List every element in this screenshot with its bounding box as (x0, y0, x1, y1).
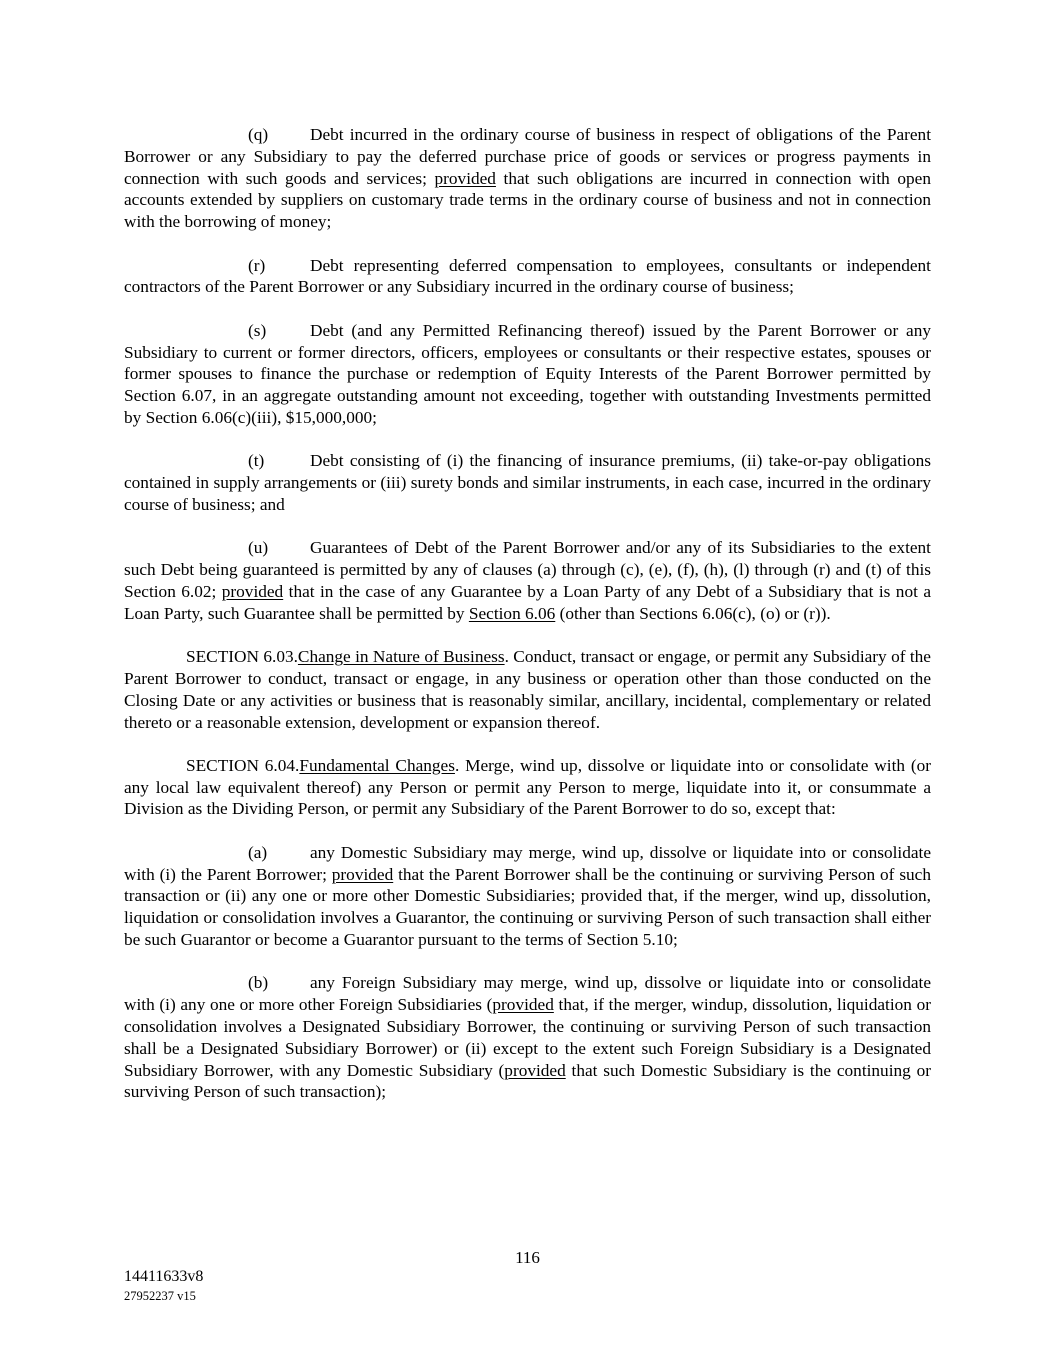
section-6-03 (124, 646, 931, 733)
clause-text: that, if the merger, windup, dissolution, liquidation or consolidation involves a Designated Subsidiary Borrower, the continuing or surviving Person of such transaction shall be a Designated Subsidiary Borrower) or (ii) except to the extent such Foreign Subsidiary is a Designated Subsidiary Borrower, with any Domestic Subsidiary ( (124, 995, 931, 1080)
section-text: . Conduct, transact or engage, or permit any Subsidiary of the Parent Borrower to conduct, transact or engage, in any business or operation other than those conducted on the Closing Date or any activities or business that is reasonably similar, ancillary, incidental, complementary or related thereto or a reasonable extension, development or expansion thereof. (124, 647, 931, 732)
clause-text: Guarantees of Debt of the Parent Borrower and/or any of its Subsidiaries to the extent such Debt being guaranteed is permitted by any of clauses (a) through (c), (e), (f), (h), (l) through (r) and (t) of this Section 6.02; (124, 538, 931, 601)
clause-r (124, 255, 931, 299)
document-id-secondary: 27952237 v15 (124, 1289, 196, 1303)
clause-text: (other than Sections 6.06(c), (o) or (r)). (555, 603, 831, 623)
clause-text: Debt incurred in the ordinary course of business in respect of obligations of the Parent Borrower or any Subsidiary to pay the deferred purchase price of goods or services or progress payments in connection with such goods and services; (124, 125, 931, 188)
clause-text: that the Parent Borrower shall be the continuing or surviving Person of such transaction or (ii) any one or more other Domestic Subsidiaries; provided that, if the merger, wind up, dissolution, liquidation or consolidation involves a Guarantor, the continuing or surviving Person of such transaction shall either be such Guarantor or become a Guarantor pursuant to the terms of Section 5.10; (124, 864, 931, 950)
clause-label: (a) (248, 842, 268, 862)
section-text: . Merge, wind up, dissolve or liquidate into or consolidate with (or any local law equivalent thereof) any Person or permit any Person to merge, liquidate into it, or consummate a Division as the Dividing Person, or permit any Subsidiary of the Parent Borrower to do so, except that: (124, 755, 931, 819)
section-number: SECTION 6.03. (186, 647, 298, 667)
clause-q (124, 124, 931, 233)
clause-text: that in the case of any Guarantee by a Loan Party of any Debt of a Subsidiary that is not a Loan Party, such Guarantee shall be permitted by (124, 581, 931, 623)
section-heading: Fundamental Changes (299, 755, 455, 775)
section-number: SECTION 6.04. (186, 755, 300, 775)
clause-text: that such Domestic Subsidiary is the continuing or surviving Person of such transaction); (124, 1060, 931, 1102)
section-6-04 (124, 755, 931, 820)
clause-label: (b) (248, 973, 269, 993)
clause-label: (s) (248, 320, 267, 340)
clause-label: (q) (248, 125, 269, 144)
document-body (124, 124, 931, 1125)
page-number: 116 (515, 1248, 540, 1267)
section-reference: Section 6.06 (468, 603, 556, 623)
proviso-term: provided (434, 168, 496, 188)
proviso-term: provided (331, 864, 394, 884)
clause-s (124, 320, 931, 429)
clause-text: that such obligations are incurred in connection with open accounts extended by suppliers on customary trade terms in the ordinary course of business and not in connection with the borrowing of money; (124, 168, 931, 232)
clause-label: (r) (248, 255, 266, 275)
clause-label: (u) (248, 538, 269, 558)
document-id-primary: 14411633v8 (124, 1268, 204, 1285)
clause-text: Debt (and any Permitted Refinancing thereof) issued by the Parent Borrower or any Subsidiary to current or former directors, officers, employees or consultants or their respective estates, spouses or former spouses to finance the purchase or redemption of Equity Interests of the Parent Borrower permitted by Section 6.07, in an aggregate outstanding amount not exceeding, together with outstanding Investments permitted by Section 6.06(c)(iii), $15,000,000; (124, 320, 931, 427)
proviso-term: provided (221, 581, 284, 601)
clause-text: any Foreign Subsidiary may merge, wind up, dissolve or liquidate into or consolidate with (i) any one or more other Foreign Subsidiaries ( (124, 973, 931, 1015)
clause-text: Debt representing deferred compensation to employees, consultants or independent contractors of the Parent Borrower or any Subsidiary incurred in the ordinary course of business; (124, 255, 931, 297)
clause-a (124, 842, 931, 951)
proviso-term: provided (492, 995, 554, 1015)
proviso-term: provided (504, 1060, 566, 1080)
clause-text: any Domestic Subsidiary may merge, wind up, dissolve or liquidate into or consolidate with (i) the Parent Borrower; (124, 842, 931, 884)
section-heading: Change in Nature of Business (297, 647, 505, 667)
clause-b (124, 972, 931, 1103)
clause-text: Debt consisting of (i) the financing of insurance premiums, (ii) take-or-pay obligations contained in supply arrangements or (iii) surety bonds and similar instruments, in each case, incurred in the ordinary course of business; and (124, 451, 931, 514)
clause-label: (t) (248, 451, 265, 471)
clause-t (124, 450, 931, 515)
clause-u (124, 537, 931, 624)
